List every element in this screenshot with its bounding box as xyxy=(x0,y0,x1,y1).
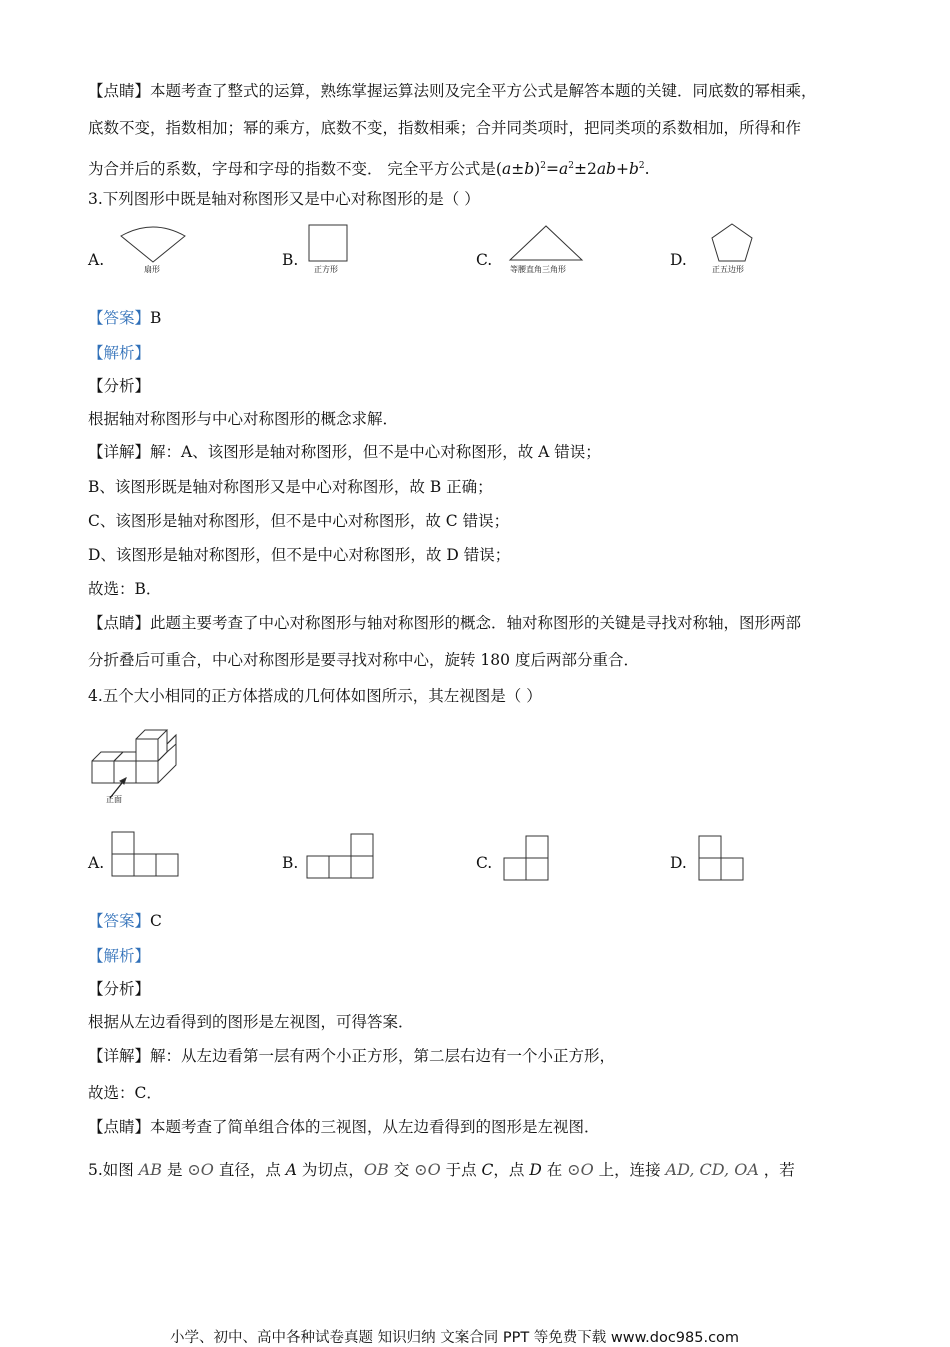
q3-fenxi-tag: 【分析】 xyxy=(88,377,151,395)
q4-option-d-label: D. xyxy=(670,854,687,872)
q3-detail-2: B、该图形既是轴对称图形又是中心对称图形，故 B 正确； xyxy=(88,478,493,496)
q2-note-line-3: 为合并后的系数，字母和字母的指数不变． 完全平方公式是$(a\pm b)^2=a^2\pm 2ab+b^2$. xyxy=(88,160,650,179)
q4-answer: 【答案】C xyxy=(88,912,162,930)
q3-option-c-label: C. xyxy=(476,251,493,269)
q3-detail-4: D、该图形是轴对称图形，但不是中心对称图形，故 D 错误； xyxy=(88,546,511,564)
isosceles-right-triangle-figure xyxy=(508,224,584,262)
view-option-d xyxy=(698,835,746,881)
sector-figure xyxy=(118,222,188,264)
q3-option-a-caption: 扇形 xyxy=(144,265,160,274)
q3-note-2: 分折叠后可重合，中心对称图形是要寻找对称中心，旋转 180 度后两部分重合． xyxy=(88,651,639,669)
q3-detail-1: 【详解】解：A、该图形是轴对称图形，但不是中心对称图形，故 A 错误； xyxy=(88,443,601,461)
view-option-b xyxy=(306,833,376,879)
q2-note-line-1: 【点睛】本题考查了整式的运算，熟练掌握运算法则及完全平方公式是解答本题的关键．同底数的幂相乘， xyxy=(88,82,817,100)
q3-detail-3: C、该图形是轴对称图形，但不是中心对称图形，故 C 错误； xyxy=(88,512,510,530)
square-figure xyxy=(308,224,350,264)
view-option-a xyxy=(111,831,181,879)
q3-option-d-label: D. xyxy=(670,251,687,269)
page-footer: 小学、初中、高中各种试卷真题 知识归纳 文案合同 PPT 等免费下载 www.doc985.com xyxy=(170,1330,740,1346)
q3-stem: 3.下列图形中既是轴对称图形又是中心对称图形的是（ ） xyxy=(88,190,480,208)
q4-note: 【点睛】本题考查了简单组合体的三视图，从左边看得到的图形是左视图． xyxy=(88,1118,600,1136)
q3-answer: 【答案】B xyxy=(88,309,162,327)
q4-option-b-label: B. xyxy=(282,854,299,872)
q5-stem: 5.如图 AB 是 ⊙O 直径，点 A 为切点，OB 交 ⊙O 于点 C，点 D 在 ⊙O 上，连接 AD, CD, OA ，若 xyxy=(88,1160,795,1179)
q4-stem: 4.五个大小相同的正方体搭成的几何体如图所示，其左视图是（ ） xyxy=(88,687,542,705)
q4-detail: 【详解】解：从左边看第一层有两个小正方形，第二层右边有一个小正方形， xyxy=(88,1047,616,1065)
view-option-c xyxy=(503,835,551,881)
q3-fenxi: 根据轴对称图形与中心对称图形的概念求解． xyxy=(88,410,399,428)
q4-choose: 故选：C． xyxy=(88,1084,162,1102)
q3-choose: 故选：B． xyxy=(88,580,162,598)
q3-note-1: 【点睛】此题主要考查了中心对称图形与轴对称图形的概念．轴对称图形的关键是寻找对称轴，图形两部 xyxy=(88,614,802,632)
q4-fenxi: 根据从左边看得到的图形是左视图，可得答案． xyxy=(88,1013,414,1031)
front-face-label: 正面 xyxy=(106,795,122,804)
q3-option-a-label: A. xyxy=(88,251,105,269)
cube-solid-figure xyxy=(88,726,188,808)
q3-option-b-caption: 正方形 xyxy=(314,265,338,274)
regular-pentagon-figure xyxy=(708,222,756,264)
q3-option-b-label: B. xyxy=(282,251,299,269)
q2-note-line-2: 底数不变，指数相加；幂的乘方，底数不变，指数相乘；合并同类项时，把同类项的系数相加，所得和作 xyxy=(88,119,802,137)
q3-option-d-caption: 正五边形 xyxy=(712,265,744,274)
q4-analysis-tag: 【解析】 xyxy=(88,947,151,965)
q3-option-c-caption: 等腰直角三角形 xyxy=(510,265,566,274)
q3-analysis-tag: 【解析】 xyxy=(88,344,151,362)
note-tag: 【点睛】 xyxy=(88,82,151,100)
q4-option-c-label: C. xyxy=(476,854,493,872)
q4-fenxi-tag: 【分析】 xyxy=(88,980,151,998)
q4-option-a-label: A. xyxy=(88,854,105,872)
